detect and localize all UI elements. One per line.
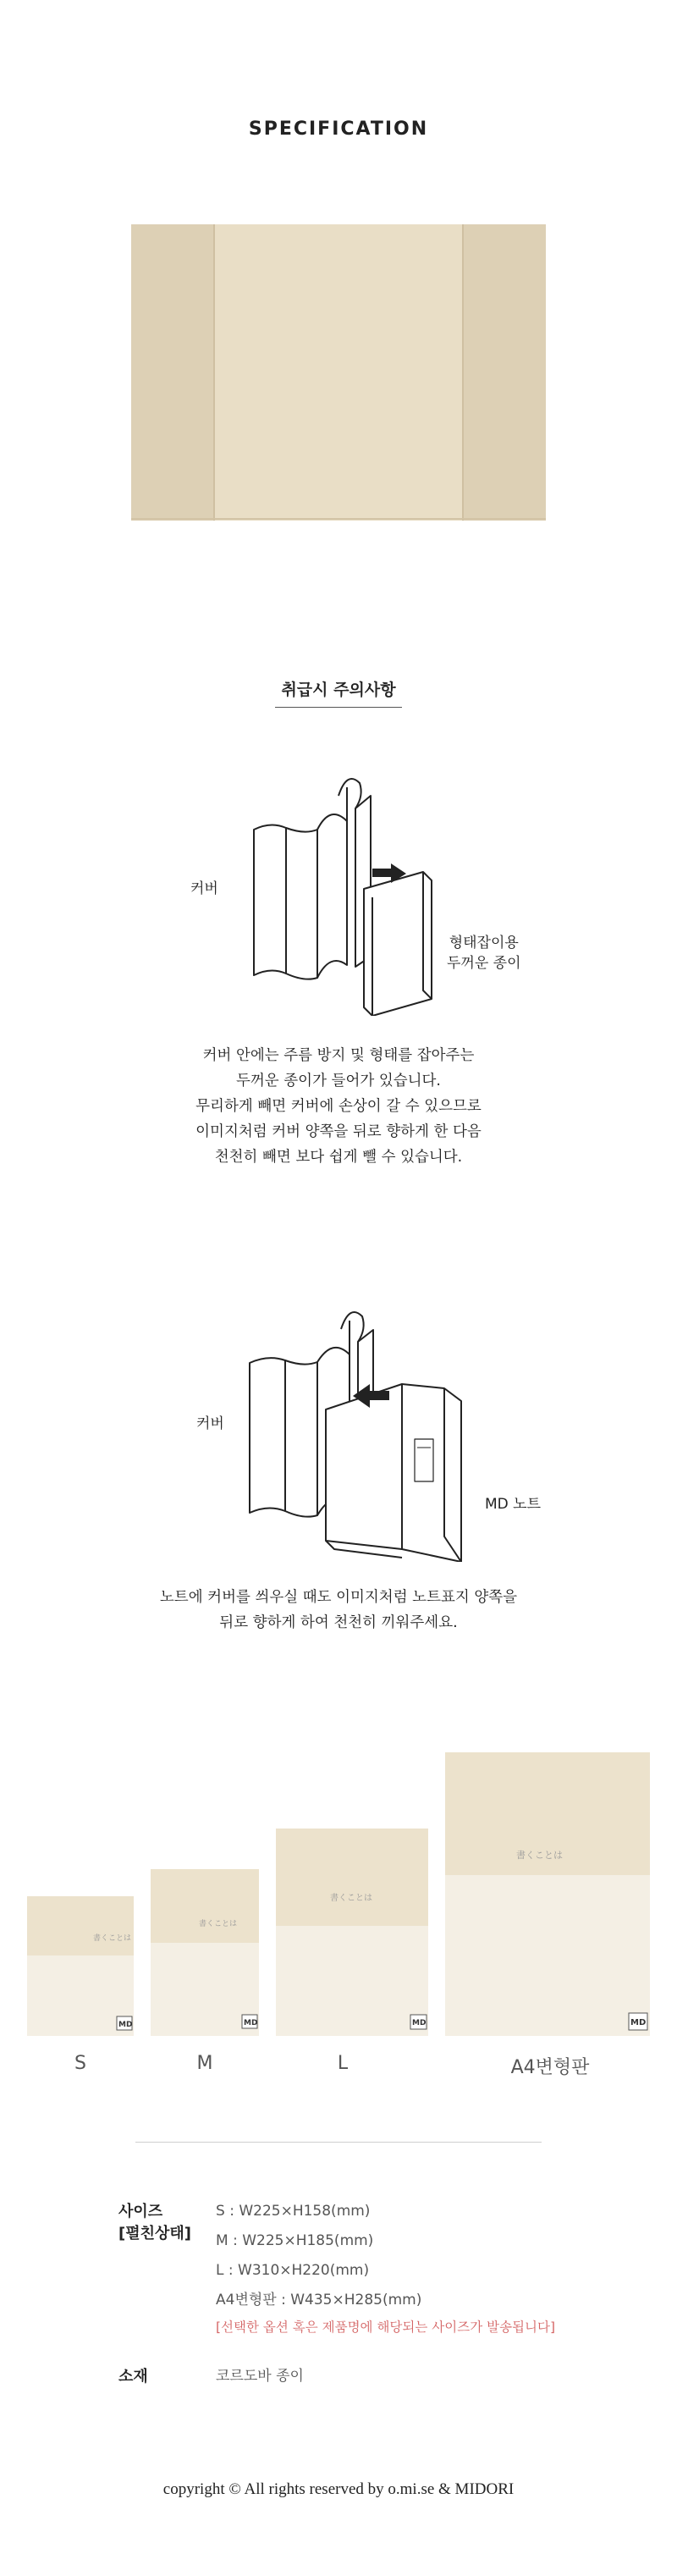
care-paragraph-2: 노트에 커버를 씌우실 때도 이미지처럼 노트표지 양쪽을 뒤로 향하게 하여 천천히 끼워주세요. — [159, 1589, 518, 1631]
svg-text:MD: MD — [244, 2019, 258, 2027]
size-label-l: L — [337, 2053, 349, 2074]
size-label-m: M — [196, 2053, 213, 2074]
svg-text:書くことは: 書くことは — [199, 1920, 238, 1928]
size-label-a4: A4변형판 — [510, 2057, 590, 2078]
spec-material-value: 코르도바 종이 — [216, 2368, 304, 2385]
svg-text:MD: MD — [630, 2018, 647, 2027]
copyright: copyright © All rights reserved by o.mi.se & MIDORI — [162, 2480, 515, 2498]
care-title: 취급시 주의사항 — [281, 681, 396, 699]
insertion-diagram — [233, 1282, 478, 1562]
svg-text:MD: MD — [118, 2021, 133, 2029]
spec-size-values: S : W225×H158(mm) M : W225×H185(mm) L : W310×H220(mm) A4변형판 : W435×H285(mm) [선택한 옵션 혹은 제품명에 해당되는 사이즈가 발송됩니다] — [216, 2203, 556, 2335]
diagram2-cover-label: 커버 — [196, 1415, 224, 1432]
spec-material-key: 소재 — [118, 2368, 148, 2386]
diagram1-paper-label: 형태잡이용 두꺼운 종이 — [447, 935, 521, 972]
svg-text:書くことは: 書くことは — [516, 1850, 563, 1861]
spec-size-key: 사이즈 [펼친상태] — [118, 2203, 192, 2242]
svg-text:書くことは: 書くことは — [330, 1894, 372, 1903]
spec-size-note: [선택한 옵션 혹은 제품명에 해당되는 사이즈가 발송됩니다] — [216, 2320, 556, 2335]
svg-text:書くことは: 書くことは — [93, 1934, 132, 1943]
size-l-note — [276, 1829, 428, 2036]
size-comparison — [25, 1752, 652, 2040]
size-s-note — [27, 1896, 134, 2036]
removal-diagram — [237, 745, 457, 1016]
care-title-underline — [275, 707, 402, 708]
svg-text:MD: MD — [412, 2019, 427, 2027]
page-title: SPECIFICATION — [248, 119, 429, 140]
diagram1-cover-label: 커버 — [190, 880, 218, 897]
section-divider — [135, 2142, 542, 2143]
care-paragraph-1: 커버 안에는 주름 방지 및 형태를 잡아주는 두꺼운 종이가 들어가 있습니다. 무리하게 빼면 커버에 손상이 갈 수 있으므로 이미지처럼 커버 양쪽을 뒤로 향하게 한 다음 천천히 빼면 보다 쉽게 뺄 수 있습니다. — [195, 1047, 482, 1166]
cover-product-image — [131, 224, 546, 521]
size-m-note — [151, 1869, 259, 2036]
diagram2-note-label: MD 노트 — [485, 1496, 542, 1513]
size-a4-note — [445, 1752, 650, 2036]
size-label-s: S — [74, 2053, 86, 2074]
